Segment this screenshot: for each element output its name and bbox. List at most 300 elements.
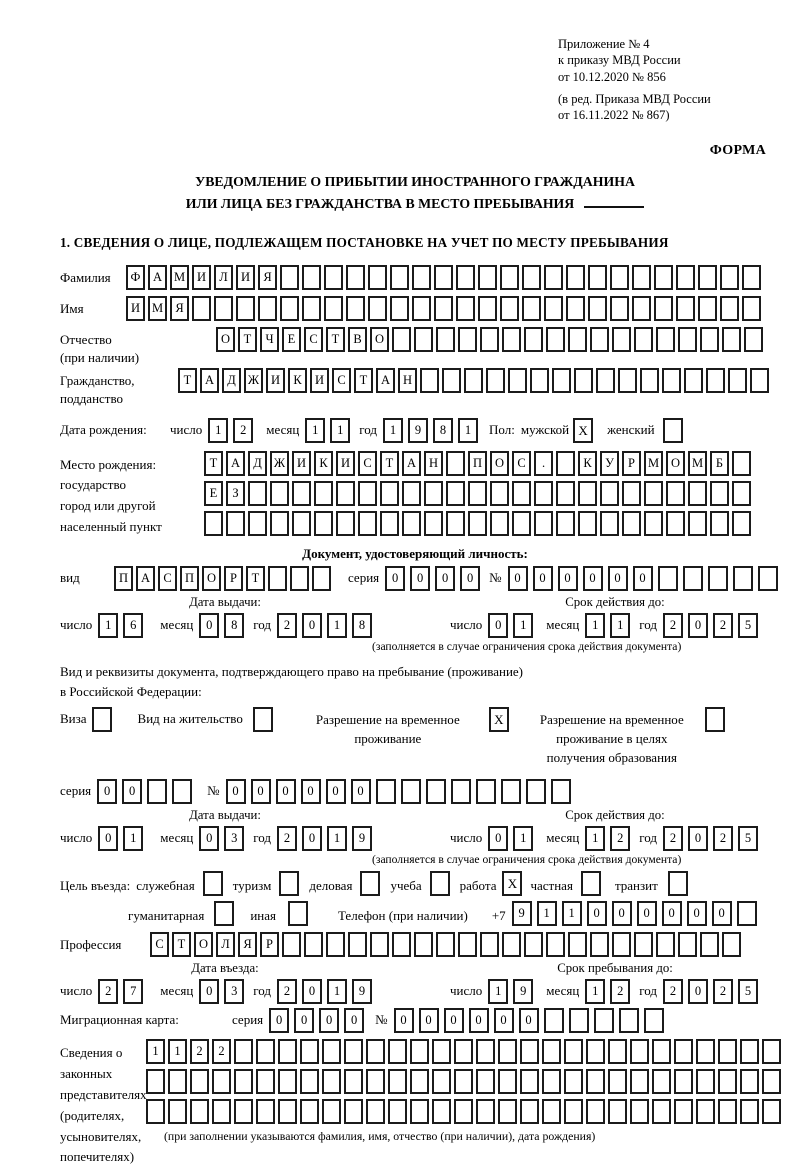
char-box[interactable] bbox=[490, 511, 509, 536]
char-box[interactable]: 0 bbox=[302, 613, 322, 638]
char-box[interactable] bbox=[380, 481, 399, 506]
char-box[interactable]: Т bbox=[204, 451, 223, 476]
char-box[interactable] bbox=[278, 1039, 297, 1064]
char-box[interactable] bbox=[566, 296, 585, 321]
char-box[interactable]: 0 bbox=[419, 1008, 439, 1033]
char-box[interactable]: С bbox=[332, 368, 351, 393]
char-box[interactable]: 0 bbox=[385, 566, 405, 591]
char-box[interactable]: 0 bbox=[97, 779, 117, 804]
char-box[interactable]: И bbox=[292, 451, 311, 476]
char-box[interactable] bbox=[619, 1008, 639, 1033]
char-box[interactable] bbox=[451, 779, 471, 804]
char-box[interactable] bbox=[402, 481, 421, 506]
char-box[interactable] bbox=[410, 1069, 429, 1094]
char-box[interactable] bbox=[412, 296, 431, 321]
char-box[interactable]: Я bbox=[238, 932, 257, 957]
char-box[interactable] bbox=[468, 511, 487, 536]
char-box[interactable] bbox=[212, 1069, 231, 1094]
char-box[interactable] bbox=[546, 327, 565, 352]
option-residence-permit-checkbox[interactable] bbox=[253, 707, 273, 732]
char-box[interactable] bbox=[256, 1069, 275, 1094]
char-box[interactable] bbox=[564, 1099, 583, 1124]
char-box[interactable]: 0 bbox=[608, 566, 628, 591]
char-box[interactable] bbox=[456, 296, 475, 321]
char-box[interactable]: 8 bbox=[352, 613, 372, 638]
char-box[interactable]: Т bbox=[326, 327, 345, 352]
char-box[interactable]: 2 bbox=[713, 826, 733, 851]
char-box[interactable]: 7 bbox=[123, 979, 143, 1004]
char-box[interactable] bbox=[556, 481, 575, 506]
char-box[interactable] bbox=[476, 1069, 495, 1094]
char-box[interactable]: 0 bbox=[276, 779, 296, 804]
char-box[interactable] bbox=[278, 1099, 297, 1124]
sex-female-checkbox[interactable] bbox=[663, 418, 683, 443]
char-box[interactable] bbox=[612, 932, 631, 957]
char-box[interactable] bbox=[270, 511, 289, 536]
char-box[interactable] bbox=[258, 296, 277, 321]
char-box[interactable]: С bbox=[512, 451, 531, 476]
char-box[interactable]: М bbox=[148, 296, 167, 321]
char-box[interactable]: Л bbox=[214, 265, 233, 290]
char-box[interactable] bbox=[212, 1099, 231, 1124]
char-box[interactable] bbox=[508, 368, 527, 393]
char-box[interactable] bbox=[314, 481, 333, 506]
char-box[interactable]: Т bbox=[178, 368, 197, 393]
char-box[interactable] bbox=[574, 368, 593, 393]
char-box[interactable]: О bbox=[216, 327, 235, 352]
char-box[interactable]: 9 bbox=[352, 826, 372, 851]
char-box[interactable] bbox=[458, 327, 477, 352]
char-box[interactable] bbox=[740, 1069, 759, 1094]
char-box[interactable]: 1 bbox=[330, 418, 350, 443]
char-box[interactable]: 1 bbox=[458, 418, 478, 443]
char-box[interactable] bbox=[566, 265, 585, 290]
char-box[interactable]: 1 bbox=[537, 901, 557, 926]
char-box[interactable] bbox=[740, 1039, 759, 1064]
char-box[interactable] bbox=[300, 1069, 319, 1094]
char-box[interactable] bbox=[762, 1039, 781, 1064]
char-box[interactable]: 8 bbox=[224, 613, 244, 638]
char-box[interactable] bbox=[710, 481, 729, 506]
char-box[interactable]: К bbox=[288, 368, 307, 393]
char-box[interactable]: Б bbox=[710, 451, 729, 476]
char-box[interactable] bbox=[696, 1099, 715, 1124]
char-box[interactable]: 0 bbox=[508, 566, 528, 591]
char-box[interactable] bbox=[414, 327, 433, 352]
char-box[interactable] bbox=[436, 932, 455, 957]
char-box[interactable] bbox=[644, 511, 663, 536]
char-box[interactable] bbox=[546, 932, 565, 957]
char-box[interactable]: 0 bbox=[344, 1008, 364, 1033]
char-box[interactable] bbox=[346, 265, 365, 290]
char-box[interactable] bbox=[520, 1039, 539, 1064]
char-box[interactable]: 0 bbox=[633, 566, 653, 591]
char-box[interactable]: 1 bbox=[513, 613, 533, 638]
char-box[interactable]: 5 bbox=[738, 826, 758, 851]
char-box[interactable] bbox=[476, 779, 496, 804]
char-box[interactable] bbox=[530, 368, 549, 393]
char-box[interactable]: Ж bbox=[244, 368, 263, 393]
char-box[interactable] bbox=[498, 1099, 517, 1124]
char-box[interactable] bbox=[556, 511, 575, 536]
char-box[interactable] bbox=[656, 327, 675, 352]
char-box[interactable] bbox=[392, 327, 411, 352]
char-box[interactable] bbox=[710, 511, 729, 536]
char-box[interactable] bbox=[392, 932, 411, 957]
char-box[interactable] bbox=[192, 296, 211, 321]
char-box[interactable] bbox=[718, 1039, 737, 1064]
char-box[interactable] bbox=[168, 1069, 187, 1094]
char-box[interactable] bbox=[676, 265, 695, 290]
char-box[interactable]: 0 bbox=[612, 901, 632, 926]
char-box[interactable]: 0 bbox=[688, 826, 708, 851]
char-box[interactable] bbox=[688, 481, 707, 506]
char-box[interactable] bbox=[278, 1069, 297, 1094]
char-box[interactable] bbox=[600, 511, 619, 536]
char-box[interactable]: 1 bbox=[585, 826, 605, 851]
char-box[interactable]: 0 bbox=[662, 901, 682, 926]
char-box[interactable] bbox=[402, 511, 421, 536]
char-box[interactable]: И bbox=[126, 296, 145, 321]
char-box[interactable] bbox=[674, 1069, 693, 1094]
char-box[interactable]: Я bbox=[170, 296, 189, 321]
char-box[interactable]: 0 bbox=[226, 779, 246, 804]
char-box[interactable] bbox=[742, 265, 761, 290]
char-box[interactable]: Ф bbox=[126, 265, 145, 290]
char-box[interactable]: М bbox=[644, 451, 663, 476]
char-box[interactable] bbox=[302, 296, 321, 321]
char-box[interactable] bbox=[524, 327, 543, 352]
char-box[interactable] bbox=[608, 1069, 627, 1094]
char-box[interactable] bbox=[596, 368, 615, 393]
char-box[interactable] bbox=[456, 265, 475, 290]
char-box[interactable] bbox=[658, 566, 678, 591]
char-box[interactable]: 0 bbox=[519, 1008, 539, 1033]
char-box[interactable] bbox=[684, 368, 703, 393]
char-box[interactable] bbox=[480, 327, 499, 352]
char-box[interactable] bbox=[172, 779, 192, 804]
char-box[interactable] bbox=[501, 779, 521, 804]
purpose-work-checkbox[interactable]: X bbox=[502, 871, 522, 896]
char-box[interactable]: А bbox=[226, 451, 245, 476]
char-box[interactable]: 3 bbox=[224, 979, 244, 1004]
char-box[interactable]: 0 bbox=[488, 826, 508, 851]
char-box[interactable] bbox=[551, 779, 571, 804]
char-box[interactable] bbox=[594, 1008, 614, 1033]
char-box[interactable]: Т bbox=[246, 566, 265, 591]
char-box[interactable] bbox=[256, 1099, 275, 1124]
char-box[interactable]: 2 bbox=[277, 826, 297, 851]
purpose-business-checkbox[interactable] bbox=[360, 871, 380, 896]
char-box[interactable] bbox=[578, 481, 597, 506]
char-box[interactable] bbox=[346, 296, 365, 321]
char-box[interactable] bbox=[204, 511, 223, 536]
char-box[interactable] bbox=[336, 511, 355, 536]
char-box[interactable] bbox=[146, 1099, 165, 1124]
char-box[interactable] bbox=[502, 932, 521, 957]
purpose-humanitarian-checkbox[interactable] bbox=[214, 901, 234, 926]
char-box[interactable]: 1 bbox=[562, 901, 582, 926]
char-box[interactable] bbox=[588, 296, 607, 321]
char-box[interactable]: 0 bbox=[410, 566, 430, 591]
char-box[interactable] bbox=[226, 511, 245, 536]
char-box[interactable] bbox=[720, 296, 739, 321]
char-box[interactable] bbox=[486, 368, 505, 393]
char-box[interactable]: О bbox=[202, 566, 221, 591]
char-box[interactable] bbox=[432, 1069, 451, 1094]
char-box[interactable] bbox=[662, 368, 681, 393]
char-box[interactable] bbox=[728, 368, 747, 393]
char-box[interactable] bbox=[544, 1008, 564, 1033]
char-box[interactable] bbox=[762, 1069, 781, 1094]
char-box[interactable] bbox=[436, 327, 455, 352]
char-box[interactable]: 0 bbox=[269, 1008, 289, 1033]
char-box[interactable] bbox=[644, 1008, 664, 1033]
char-box[interactable]: 1 bbox=[208, 418, 228, 443]
char-box[interactable] bbox=[586, 1069, 605, 1094]
char-box[interactable]: И bbox=[266, 368, 285, 393]
char-box[interactable]: З bbox=[226, 481, 245, 506]
char-box[interactable] bbox=[434, 296, 453, 321]
char-box[interactable] bbox=[480, 932, 499, 957]
char-box[interactable] bbox=[644, 481, 663, 506]
char-box[interactable] bbox=[732, 481, 751, 506]
char-box[interactable]: С bbox=[358, 451, 377, 476]
char-box[interactable]: С bbox=[150, 932, 169, 957]
option-temp-residence-checkbox[interactable]: X bbox=[489, 707, 509, 732]
char-box[interactable] bbox=[358, 481, 377, 506]
purpose-official-checkbox[interactable] bbox=[203, 871, 223, 896]
char-box[interactable]: Р bbox=[622, 451, 641, 476]
char-box[interactable]: 0 bbox=[488, 613, 508, 638]
char-box[interactable] bbox=[742, 296, 761, 321]
char-box[interactable]: Н bbox=[398, 368, 417, 393]
char-box[interactable] bbox=[634, 327, 653, 352]
char-box[interactable] bbox=[630, 1069, 649, 1094]
char-box[interactable] bbox=[622, 511, 641, 536]
char-box[interactable] bbox=[634, 932, 653, 957]
char-box[interactable] bbox=[476, 1039, 495, 1064]
char-box[interactable] bbox=[522, 296, 541, 321]
char-box[interactable]: 1 bbox=[327, 979, 347, 1004]
char-box[interactable] bbox=[676, 296, 695, 321]
char-box[interactable] bbox=[568, 327, 587, 352]
char-box[interactable] bbox=[652, 1039, 671, 1064]
char-box[interactable] bbox=[700, 327, 719, 352]
char-box[interactable] bbox=[424, 481, 443, 506]
char-box[interactable] bbox=[446, 451, 465, 476]
char-box[interactable] bbox=[578, 511, 597, 536]
char-box[interactable] bbox=[322, 1099, 341, 1124]
char-box[interactable]: 2 bbox=[233, 418, 253, 443]
char-box[interactable]: 0 bbox=[199, 826, 219, 851]
char-box[interactable] bbox=[446, 511, 465, 536]
char-box[interactable] bbox=[458, 932, 477, 957]
char-box[interactable] bbox=[336, 481, 355, 506]
char-box[interactable] bbox=[290, 566, 309, 591]
char-box[interactable] bbox=[608, 1099, 627, 1124]
char-box[interactable] bbox=[674, 1099, 693, 1124]
char-box[interactable] bbox=[248, 481, 267, 506]
char-box[interactable]: 0 bbox=[394, 1008, 414, 1033]
char-box[interactable] bbox=[534, 511, 553, 536]
char-box[interactable] bbox=[168, 1099, 187, 1124]
char-box[interactable] bbox=[490, 481, 509, 506]
char-box[interactable]: 2 bbox=[713, 979, 733, 1004]
purpose-study-checkbox[interactable] bbox=[430, 871, 450, 896]
char-box[interactable] bbox=[612, 327, 631, 352]
char-box[interactable] bbox=[380, 511, 399, 536]
char-box[interactable] bbox=[454, 1069, 473, 1094]
char-box[interactable] bbox=[706, 368, 725, 393]
char-box[interactable] bbox=[520, 1069, 539, 1094]
char-box[interactable]: 0 bbox=[587, 901, 607, 926]
char-box[interactable] bbox=[412, 265, 431, 290]
char-box[interactable]: Ж bbox=[270, 451, 289, 476]
char-box[interactable] bbox=[147, 779, 167, 804]
char-box[interactable]: 0 bbox=[302, 979, 322, 1004]
char-box[interactable] bbox=[234, 1099, 253, 1124]
char-box[interactable] bbox=[292, 481, 311, 506]
char-box[interactable] bbox=[434, 265, 453, 290]
char-box[interactable] bbox=[248, 511, 267, 536]
char-box[interactable] bbox=[654, 296, 673, 321]
char-box[interactable] bbox=[678, 932, 697, 957]
char-box[interactable] bbox=[500, 296, 519, 321]
char-box[interactable] bbox=[564, 1069, 583, 1094]
char-box[interactable] bbox=[502, 327, 521, 352]
char-box[interactable]: 2 bbox=[190, 1039, 209, 1064]
char-box[interactable] bbox=[512, 481, 531, 506]
char-box[interactable]: Е bbox=[204, 481, 223, 506]
char-box[interactable]: 1 bbox=[123, 826, 143, 851]
char-box[interactable]: 0 bbox=[302, 826, 322, 851]
char-box[interactable] bbox=[500, 265, 519, 290]
char-box[interactable] bbox=[214, 296, 233, 321]
char-box[interactable]: 1 bbox=[305, 418, 325, 443]
char-box[interactable]: 0 bbox=[98, 826, 118, 851]
char-box[interactable] bbox=[600, 481, 619, 506]
char-box[interactable]: 1 bbox=[383, 418, 403, 443]
char-box[interactable]: 1 bbox=[168, 1039, 187, 1064]
char-box[interactable] bbox=[640, 368, 659, 393]
char-box[interactable] bbox=[654, 265, 673, 290]
char-box[interactable] bbox=[190, 1099, 209, 1124]
char-box[interactable]: 2 bbox=[610, 979, 630, 1004]
char-box[interactable] bbox=[324, 265, 343, 290]
char-box[interactable] bbox=[622, 481, 641, 506]
char-box[interactable]: 2 bbox=[277, 613, 297, 638]
char-box[interactable] bbox=[314, 511, 333, 536]
char-box[interactable]: 1 bbox=[513, 826, 533, 851]
char-box[interactable] bbox=[424, 511, 443, 536]
char-box[interactable] bbox=[270, 481, 289, 506]
char-box[interactable] bbox=[300, 1039, 319, 1064]
char-box[interactable] bbox=[656, 932, 675, 957]
char-box[interactable]: И bbox=[192, 265, 211, 290]
char-box[interactable]: 0 bbox=[199, 613, 219, 638]
char-box[interactable]: А bbox=[200, 368, 219, 393]
char-box[interactable] bbox=[564, 1039, 583, 1064]
char-box[interactable]: А bbox=[402, 451, 421, 476]
char-box[interactable] bbox=[542, 1069, 561, 1094]
char-box[interactable] bbox=[688, 511, 707, 536]
char-box[interactable] bbox=[366, 1039, 385, 1064]
char-box[interactable] bbox=[632, 265, 651, 290]
char-box[interactable]: Я bbox=[258, 265, 277, 290]
char-box[interactable]: 2 bbox=[610, 826, 630, 851]
char-box[interactable]: 9 bbox=[352, 979, 372, 1004]
char-box[interactable]: 0 bbox=[319, 1008, 339, 1033]
char-box[interactable] bbox=[630, 1039, 649, 1064]
char-box[interactable] bbox=[344, 1039, 363, 1064]
char-box[interactable] bbox=[304, 932, 323, 957]
char-box[interactable] bbox=[464, 368, 483, 393]
char-box[interactable] bbox=[632, 296, 651, 321]
char-box[interactable] bbox=[737, 901, 757, 926]
char-box[interactable] bbox=[678, 327, 697, 352]
char-box[interactable]: 0 bbox=[558, 566, 578, 591]
option-visa-checkbox[interactable] bbox=[92, 707, 112, 732]
char-box[interactable] bbox=[722, 327, 741, 352]
char-box[interactable]: В bbox=[348, 327, 367, 352]
char-box[interactable]: О bbox=[490, 451, 509, 476]
char-box[interactable]: И bbox=[236, 265, 255, 290]
char-box[interactable] bbox=[390, 265, 409, 290]
char-box[interactable]: А bbox=[136, 566, 155, 591]
char-box[interactable] bbox=[758, 566, 778, 591]
char-box[interactable] bbox=[366, 1069, 385, 1094]
char-box[interactable]: Т bbox=[354, 368, 373, 393]
char-box[interactable] bbox=[698, 265, 717, 290]
char-box[interactable] bbox=[312, 566, 331, 591]
char-box[interactable] bbox=[544, 296, 563, 321]
char-box[interactable] bbox=[498, 1069, 517, 1094]
char-box[interactable] bbox=[542, 1099, 561, 1124]
char-box[interactable] bbox=[432, 1099, 451, 1124]
char-box[interactable] bbox=[666, 511, 685, 536]
char-box[interactable] bbox=[740, 1099, 759, 1124]
char-box[interactable] bbox=[590, 327, 609, 352]
char-box[interactable]: 0 bbox=[712, 901, 732, 926]
char-box[interactable] bbox=[524, 932, 543, 957]
char-box[interactable]: . bbox=[534, 451, 553, 476]
char-box[interactable]: С bbox=[304, 327, 323, 352]
char-box[interactable]: 0 bbox=[444, 1008, 464, 1033]
char-box[interactable] bbox=[454, 1099, 473, 1124]
char-box[interactable] bbox=[618, 368, 637, 393]
char-box[interactable]: 0 bbox=[469, 1008, 489, 1033]
char-box[interactable] bbox=[322, 1069, 341, 1094]
char-box[interactable] bbox=[700, 932, 719, 957]
char-box[interactable] bbox=[234, 1069, 253, 1094]
char-box[interactable]: П bbox=[114, 566, 133, 591]
char-box[interactable] bbox=[630, 1099, 649, 1124]
purpose-private-checkbox[interactable] bbox=[581, 871, 601, 896]
char-box[interactable] bbox=[388, 1099, 407, 1124]
char-box[interactable]: 0 bbox=[533, 566, 553, 591]
char-box[interactable] bbox=[368, 265, 387, 290]
char-box[interactable] bbox=[520, 1099, 539, 1124]
char-box[interactable]: 0 bbox=[688, 613, 708, 638]
char-box[interactable]: 2 bbox=[98, 979, 118, 1004]
char-box[interactable]: Л bbox=[216, 932, 235, 957]
char-box[interactable] bbox=[256, 1039, 275, 1064]
char-box[interactable] bbox=[414, 932, 433, 957]
char-box[interactable]: 2 bbox=[663, 826, 683, 851]
char-box[interactable] bbox=[280, 296, 299, 321]
char-box[interactable] bbox=[432, 1039, 451, 1064]
